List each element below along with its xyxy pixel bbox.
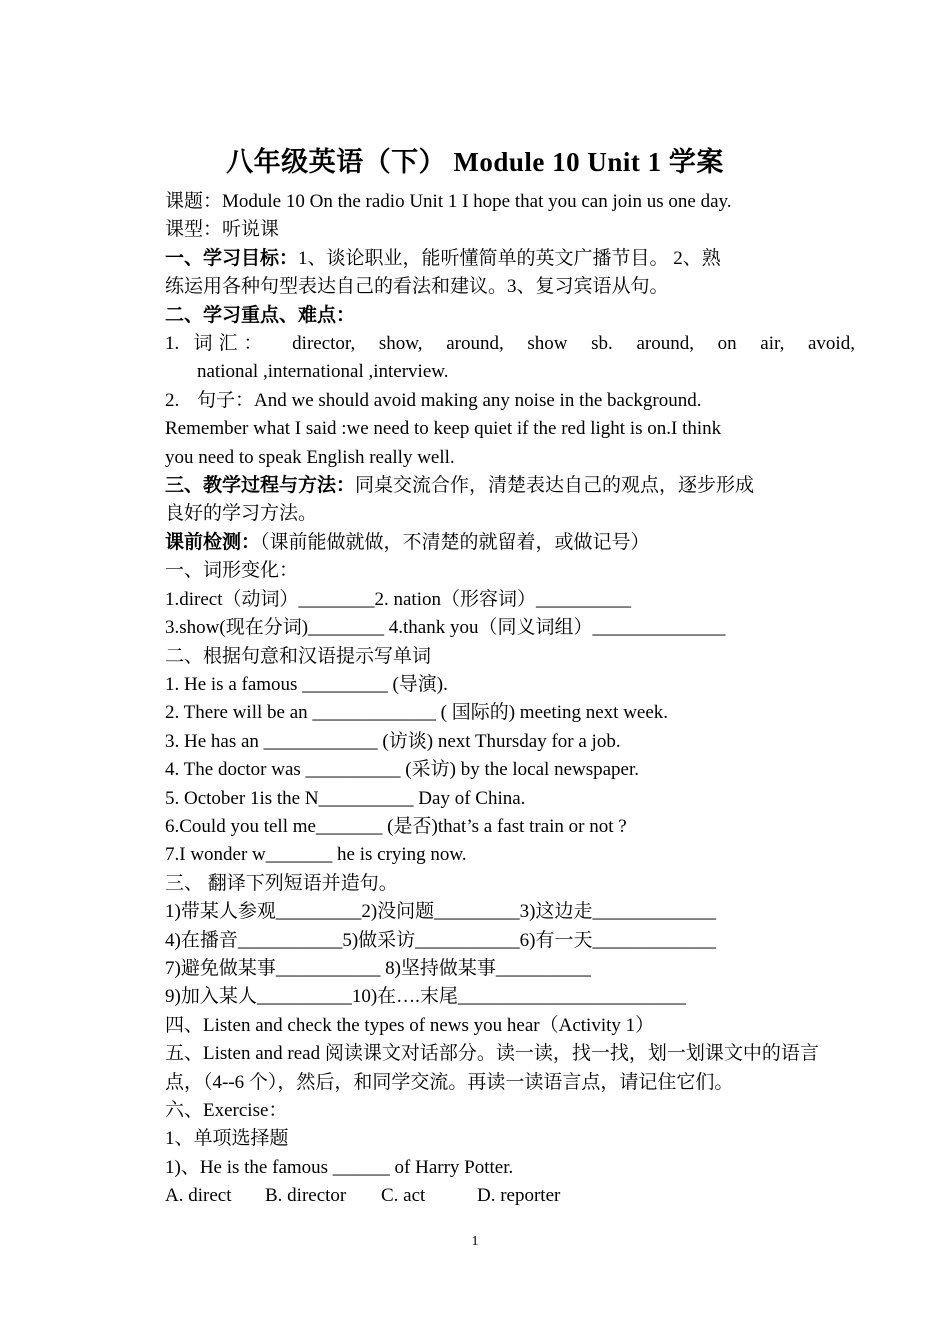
document-title: 八年级英语（下） Module 10 Unit 1 学案 <box>226 147 724 177</box>
pre-check-line <box>165 529 855 557</box>
vocab-line <box>165 330 855 358</box>
option-b: B. director <box>265 1185 347 1207</box>
exercise-subheading: 1、单项选择题 <box>165 1128 289 1150</box>
vocab-word: show <box>527 333 568 355</box>
word-forms-item: 3.show(现在分词)________ 4.thank you（同义词组）______________ <box>165 617 726 639</box>
option-d: D. reporter <box>477 1185 561 1207</box>
method-line <box>165 472 855 500</box>
fill-item: 5. October 1is the N__________ Day of China. <box>165 787 526 809</box>
section-translate: 三、 翻译下列短语并造句。 <box>165 872 398 894</box>
word-forms-item: 1.direct（动词）________2. nation（形容词）__________ <box>165 588 631 610</box>
goals-text-cont: 练运用各种句型表达自己的看法和建议。3、复习宾语从句。 <box>165 276 669 298</box>
translate-item: 4)在播音___________5)做采访___________6)有一天_____________ <box>165 929 716 951</box>
goals-heading: 一、学习目标： <box>165 247 299 269</box>
question-1-options <box>165 1182 855 1210</box>
option-c: C. act <box>381 1185 426 1207</box>
sentence-text: 句子：And we should avoid making any noise in the background. <box>197 389 702 411</box>
fill-item: 1. He is a famous _________ (导演). <box>165 673 448 695</box>
page-number: 1 <box>471 1234 479 1249</box>
method-text-cont: 良好的学习方法。 <box>165 503 318 525</box>
section-fill-words: 二、根据句意和汉语提示写单词 <box>165 645 432 667</box>
pre-check-text: （课前能做就做，不清楚的就留着，或做记号） <box>260 531 650 553</box>
method-heading: 三、教学过程与方法： <box>165 475 356 497</box>
lesson-type-line: 课型：听说课 <box>165 219 280 241</box>
section-exercise: 六、Exercise： <box>165 1100 288 1121</box>
section-listen-read: 五、Listen and read 阅读课文对话部分。读一读，找一找，划一划课文中的语言 <box>165 1043 819 1065</box>
sentence-line-3: you need to speak English really well. <box>165 446 455 468</box>
goals-text: 1、谈论职业，能听懂简单的英文广播节目。 2、熟 <box>298 247 721 269</box>
focus-heading: 二、学习重点、难点： <box>165 304 356 326</box>
translate-item: 1)带某人参观_________2)没问题_________3)这边走_____________ <box>165 901 716 923</box>
sentence-line-2: Remember what I said :we need to keep quiet if the red light is on.I think <box>165 418 722 440</box>
topic-line: 课题：Module 10 On the radio Unit 1 I hope that you can join us one day. <box>165 191 732 212</box>
vocab-word: air, <box>760 333 785 355</box>
fill-item: 2. There will be an _____________ ( 国际的) meeting next week. <box>165 702 669 724</box>
vocab-word: director, <box>292 333 356 355</box>
vocab-word: around, <box>636 333 694 355</box>
method-text: 同桌交流合作，清楚表达自己的观点，逐步形成 <box>355 475 755 497</box>
section-listen-check: 四、Listen and check the types of news you hear（Activity 1） <box>165 1014 655 1036</box>
document-body <box>165 188 855 1211</box>
translate-item: 9)加入某人__________10)在….末尾________________________ <box>165 986 686 1008</box>
learning-goals <box>165 245 855 273</box>
sentence-num: 2. <box>165 389 180 411</box>
vocab-num: 1. 词汇： <box>165 333 269 355</box>
section-word-forms: 一、词形变化： <box>165 560 299 582</box>
vocab-line-cont: national ,international ,interview. <box>197 361 449 383</box>
pre-check-heading: 课前检测： <box>165 531 261 553</box>
translate-item: 7)避免做某事___________ 8)坚持做某事__________ <box>165 957 591 979</box>
option-a: A. direct <box>165 1185 232 1207</box>
fill-item: 6.Could you tell me_______ (是否)that’s a fast train or not ? <box>165 815 627 837</box>
vocab-word: sb. <box>591 333 613 355</box>
fill-item: 3. He has an ____________ (访谈) next Thursday for a job. <box>165 730 621 752</box>
listen-read-cont: 点，（4--6 个），然后，和同学交流。再读一读语言点，请记住它们。 <box>165 1071 734 1093</box>
vocab-word: on <box>717 333 737 355</box>
question-1: 1)、He is the famous ______ of Harry Potter. <box>165 1156 514 1178</box>
fill-item: 4. The doctor was __________ (采访) by the local newspaper. <box>165 759 640 781</box>
vocab-word: show, <box>378 333 423 355</box>
vocab-word: avoid, <box>807 333 855 355</box>
vocab-word: around, <box>446 333 504 355</box>
fill-item: 7.I wonder w_______ he is crying now. <box>165 844 467 866</box>
sentence-line <box>165 387 855 415</box>
